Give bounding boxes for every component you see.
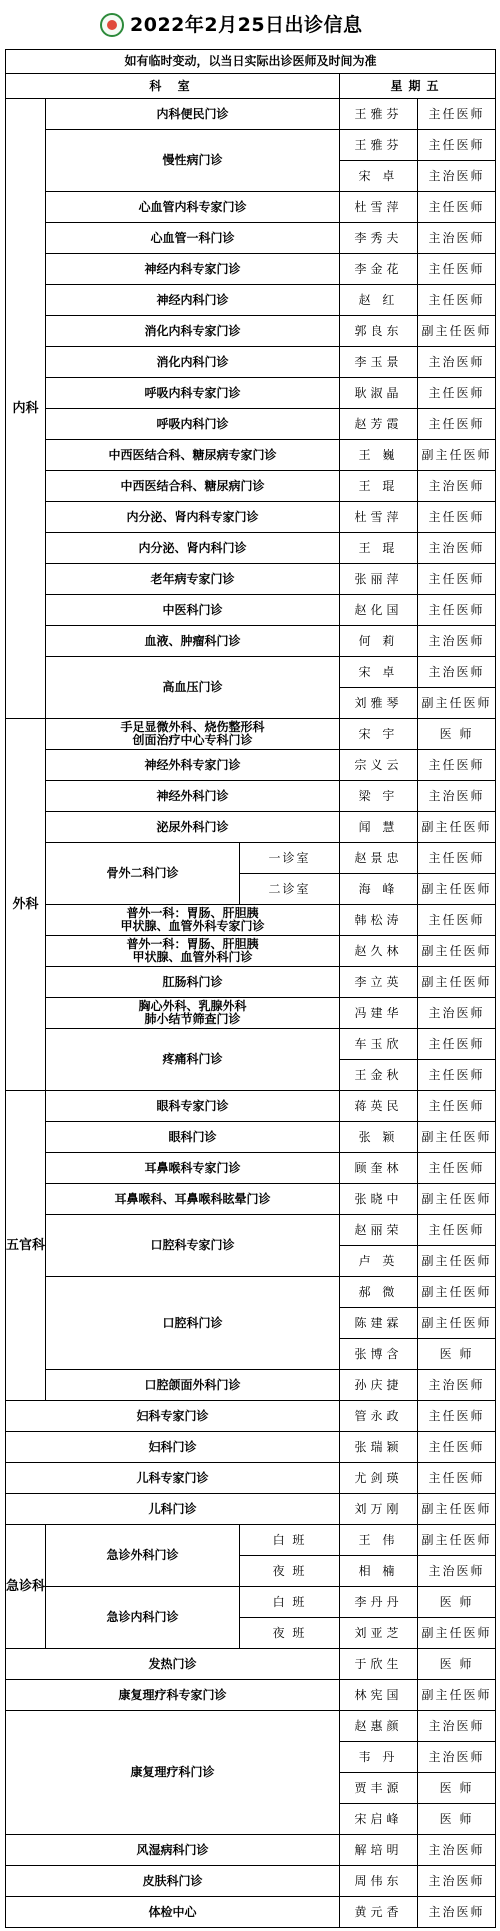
doctor-title-cell: 副主任医师 xyxy=(418,967,496,998)
department-cell: 体检中心 xyxy=(6,1897,340,1928)
table-row xyxy=(6,564,496,595)
table-row xyxy=(6,347,496,378)
doctor-name-cell: 李丹丹 xyxy=(340,1587,418,1618)
table-row xyxy=(6,1711,496,1742)
table-row xyxy=(6,750,496,781)
department-cell: 心血管内科专家门诊 xyxy=(46,192,340,223)
doctor-name-cell: 韦 丹 xyxy=(340,1742,418,1773)
table-row xyxy=(6,812,496,843)
department-cell: 神经外科门诊 xyxy=(46,781,340,812)
department-cell: 眼科专家门诊 xyxy=(46,1091,340,1122)
doctor-title-cell: 副主任医师 xyxy=(418,1618,496,1649)
department-cell: 耳鼻喉科、耳鼻喉科眩晕门诊 xyxy=(46,1184,340,1215)
doctor-title-cell: 主治医师 xyxy=(418,657,496,688)
doctor-name-cell: 张博含 xyxy=(340,1339,418,1370)
category-cell: 急诊科 xyxy=(6,1525,46,1649)
doctor-name-cell: 宋 卓 xyxy=(340,657,418,688)
table-row xyxy=(6,1866,496,1897)
doctor-name-cell: 蒋英民 xyxy=(340,1091,418,1122)
doctor-name-cell: 卢 英 xyxy=(340,1246,418,1277)
doctor-title-cell: 副主任医师 xyxy=(418,874,496,905)
doctor-title-cell: 主任医师 xyxy=(418,192,496,223)
table-row xyxy=(6,1525,496,1556)
doctor-name-cell: 张晓中 xyxy=(340,1184,418,1215)
session-cell: 一诊室 xyxy=(240,843,340,874)
doctor-title-cell: 医 师 xyxy=(418,1587,496,1618)
doctor-title-cell: 主治医师 xyxy=(418,1866,496,1897)
department-cell: 中西医结合科、糖尿病门诊 xyxy=(46,471,340,502)
doctor-title-cell: 主任医师 xyxy=(418,285,496,316)
doctor-title-cell: 副主任医师 xyxy=(418,1494,496,1525)
doctor-title-cell: 副主任医师 xyxy=(418,440,496,471)
doctor-title-cell: 副主任医师 xyxy=(418,1525,496,1556)
table-row xyxy=(6,192,496,223)
doctor-title-cell: 主治医师 xyxy=(418,1370,496,1401)
doctor-title-cell: 主任医师 xyxy=(418,595,496,626)
doctor-name-cell: 耿淑晶 xyxy=(340,378,418,409)
doctor-title-cell: 主治医师 xyxy=(418,347,496,378)
table-row xyxy=(6,626,496,657)
table-row xyxy=(6,378,496,409)
table-row xyxy=(6,1122,496,1153)
department-cell: 急诊内科门诊 xyxy=(46,1587,240,1649)
department-cell: 儿科专家门诊 xyxy=(6,1463,340,1494)
schedule-table xyxy=(5,49,496,1928)
doctor-name-cell: 赵化国 xyxy=(340,595,418,626)
table-row xyxy=(6,1184,496,1215)
doctor-title-cell: 主治医师 xyxy=(418,781,496,812)
department-cell: 口腔颌面外科门诊 xyxy=(46,1370,340,1401)
doctor-name-cell: 刘雅琴 xyxy=(340,688,418,719)
department-cell: 急诊外科门诊 xyxy=(46,1525,240,1587)
doctor-name-cell: 韩松涛 xyxy=(340,905,418,936)
doctor-name-cell: 闻 慧 xyxy=(340,812,418,843)
department-cell: 内科便民门诊 xyxy=(46,99,340,130)
session-cell: 夜 班 xyxy=(240,1556,340,1587)
doctor-name-cell: 赵丽荣 xyxy=(340,1215,418,1246)
department-cell: 泌尿外科门诊 xyxy=(46,812,340,843)
doctor-name-cell: 宗义云 xyxy=(340,750,418,781)
doctor-name-cell: 李秀夫 xyxy=(340,223,418,254)
hospital-logo-icon xyxy=(100,13,124,37)
doctor-title-cell: 医 师 xyxy=(418,1773,496,1804)
table-row xyxy=(6,254,496,285)
table-row xyxy=(6,998,496,1029)
doctor-name-cell: 郝 微 xyxy=(340,1277,418,1308)
department-cell: 眼科门诊 xyxy=(46,1122,340,1153)
department-cell: 妇科专家门诊 xyxy=(6,1401,340,1432)
doctor-name-cell: 何 莉 xyxy=(340,626,418,657)
doctor-title-cell: 主治医师 xyxy=(418,1556,496,1587)
doctor-name-cell: 赵 红 xyxy=(340,285,418,316)
doctor-title-cell: 主治医师 xyxy=(418,1742,496,1773)
doctor-name-cell: 顾奎林 xyxy=(340,1153,418,1184)
doctor-name-cell: 赵芳霞 xyxy=(340,409,418,440)
department-cell: 内分泌、肾内科专家门诊 xyxy=(46,502,340,533)
department-cell: 发热门诊 xyxy=(6,1649,340,1680)
department-cell: 神经内科门诊 xyxy=(46,285,340,316)
doctor-name-cell: 宋 卓 xyxy=(340,161,418,192)
category-cell: 外科 xyxy=(6,719,46,1091)
department-cell: 神经外科专家门诊 xyxy=(46,750,340,781)
doctor-title-cell: 医 师 xyxy=(418,1339,496,1370)
session-cell: 白 班 xyxy=(240,1525,340,1556)
category-cell: 五官科 xyxy=(6,1091,46,1401)
table-row xyxy=(6,1680,496,1711)
doctor-title-cell: 主任医师 xyxy=(418,1153,496,1184)
table-row xyxy=(6,967,496,998)
doctor-name-cell: 相 楠 xyxy=(340,1556,418,1587)
table-row xyxy=(6,1897,496,1928)
table-row xyxy=(6,316,496,347)
notice-text: 如有临时变动，以当日实际出诊医师及时间为准 xyxy=(6,50,496,74)
doctor-title-cell: 医 师 xyxy=(418,719,496,750)
table-row xyxy=(6,1153,496,1184)
table-row xyxy=(6,1587,496,1618)
table-row xyxy=(6,1649,496,1680)
department-cell: 神经内科专家门诊 xyxy=(46,254,340,285)
doctor-title-cell: 主任医师 xyxy=(418,750,496,781)
doctor-title-cell: 主任医师 xyxy=(418,130,496,161)
doctor-title-cell: 主治医师 xyxy=(418,161,496,192)
department-cell: 胸心外科、乳腺外科 肺小结节筛查门诊 xyxy=(46,998,340,1029)
department-cell: 呼吸内科门诊 xyxy=(46,409,340,440)
doctor-name-cell: 解培明 xyxy=(340,1835,418,1866)
session-cell: 夜 班 xyxy=(240,1618,340,1649)
department-cell: 心血管一科门诊 xyxy=(46,223,340,254)
table-row xyxy=(6,502,496,533)
doctor-name-cell: 刘亚芝 xyxy=(340,1618,418,1649)
department-cell: 妇科门诊 xyxy=(6,1432,340,1463)
doctor-title-cell: 主任医师 xyxy=(418,1060,496,1091)
department-cell: 慢性病门诊 xyxy=(46,130,340,192)
department-cell: 疼痛科门诊 xyxy=(46,1029,340,1091)
doctor-name-cell: 黄元香 xyxy=(340,1897,418,1928)
doctor-title-cell: 主治医师 xyxy=(418,998,496,1029)
doctor-name-cell: 王雅芬 xyxy=(340,130,418,161)
doctor-name-cell: 孙庆捷 xyxy=(340,1370,418,1401)
doctor-name-cell: 王 琨 xyxy=(340,471,418,502)
doctor-name-cell: 郭良东 xyxy=(340,316,418,347)
department-cell: 内分泌、肾内科门诊 xyxy=(46,533,340,564)
table-row xyxy=(6,1463,496,1494)
header-row xyxy=(6,74,496,99)
doctor-title-cell: 主任医师 xyxy=(418,502,496,533)
doctor-title-cell: 主任医师 xyxy=(418,254,496,285)
doctor-name-cell: 张瑞颖 xyxy=(340,1432,418,1463)
doctor-name-cell: 刘万刚 xyxy=(340,1494,418,1525)
table-row xyxy=(6,1215,496,1246)
department-cell: 口腔科专家门诊 xyxy=(46,1215,340,1277)
doctor-name-cell: 李金花 xyxy=(340,254,418,285)
doctor-title-cell: 副主任医师 xyxy=(418,1308,496,1339)
doctor-name-cell: 杜雪萍 xyxy=(340,502,418,533)
doctor-title-cell: 主治医师 xyxy=(418,1897,496,1928)
department-cell: 消化内科专家门诊 xyxy=(46,316,340,347)
table-row xyxy=(6,409,496,440)
doctor-title-cell: 主任医师 xyxy=(418,1029,496,1060)
schedule-body xyxy=(6,50,496,1928)
department-cell: 口腔科门诊 xyxy=(46,1277,340,1370)
table-row xyxy=(6,471,496,502)
department-cell: 皮肤科门诊 xyxy=(6,1866,340,1897)
doctor-title-cell: 副主任医师 xyxy=(418,1277,496,1308)
doctor-name-cell: 李玉景 xyxy=(340,347,418,378)
doctor-name-cell: 尤剑瑛 xyxy=(340,1463,418,1494)
doctor-title-cell: 主任医师 xyxy=(418,1463,496,1494)
department-cell: 康复理疗科门诊 xyxy=(6,1711,340,1835)
doctor-title-cell: 副主任医师 xyxy=(418,1680,496,1711)
doctor-title-cell: 副主任医师 xyxy=(418,812,496,843)
table-row xyxy=(6,1370,496,1401)
table-row xyxy=(6,1277,496,1308)
doctor-title-cell: 主治医师 xyxy=(418,1711,496,1742)
table-row xyxy=(6,99,496,130)
doctor-title-cell: 主任医师 xyxy=(418,843,496,874)
doctor-title-cell: 副主任医师 xyxy=(418,1122,496,1153)
department-cell: 中医科门诊 xyxy=(46,595,340,626)
department-cell: 儿科门诊 xyxy=(6,1494,340,1525)
doctor-name-cell: 王雅芬 xyxy=(340,99,418,130)
department-cell: 康复理疗科专家门诊 xyxy=(6,1680,340,1711)
header xyxy=(0,0,500,50)
table-row xyxy=(6,533,496,564)
department-cell: 耳鼻喉科专家门诊 xyxy=(46,1153,340,1184)
doctor-title-cell: 主治医师 xyxy=(418,471,496,502)
department-cell: 呼吸内科专家门诊 xyxy=(46,378,340,409)
doctor-name-cell: 陈建霖 xyxy=(340,1308,418,1339)
doctor-name-cell: 梁 宇 xyxy=(340,781,418,812)
department-cell: 血液、肿瘤科门诊 xyxy=(46,626,340,657)
doctor-name-cell: 海 峰 xyxy=(340,874,418,905)
doctor-name-cell: 王 伟 xyxy=(340,1525,418,1556)
doctor-title-cell: 主任医师 xyxy=(418,564,496,595)
doctor-name-cell: 杜雪萍 xyxy=(340,192,418,223)
doctor-title-cell: 主任医师 xyxy=(418,1215,496,1246)
doctor-title-cell: 主治医师 xyxy=(418,1835,496,1866)
doctor-name-cell: 李立英 xyxy=(340,967,418,998)
doctor-title-cell: 主任医师 xyxy=(418,99,496,130)
doctor-title-cell: 主任医师 xyxy=(418,378,496,409)
doctor-title-cell: 主治医师 xyxy=(418,223,496,254)
table-row xyxy=(6,440,496,471)
doctor-title-cell: 副主任医师 xyxy=(418,688,496,719)
table-row xyxy=(6,1835,496,1866)
department-cell: 普外一科：胃肠、肝胆胰 甲状腺、血管外科专家门诊 xyxy=(46,905,340,936)
doctor-title-cell: 主任医师 xyxy=(418,1432,496,1463)
doctor-name-cell: 赵惠颜 xyxy=(340,1711,418,1742)
table-row xyxy=(6,223,496,254)
header-day: 星期五 xyxy=(340,74,496,99)
doctor-name-cell: 周伟东 xyxy=(340,1866,418,1897)
doctor-name-cell: 宋 宇 xyxy=(340,719,418,750)
table-row xyxy=(6,657,496,688)
doctor-name-cell: 车玉欣 xyxy=(340,1029,418,1060)
table-row xyxy=(6,781,496,812)
department-cell: 老年病专家门诊 xyxy=(46,564,340,595)
doctor-name-cell: 王 琨 xyxy=(340,533,418,564)
doctor-name-cell: 王 巍 xyxy=(340,440,418,471)
doctor-name-cell: 贾丰源 xyxy=(340,1773,418,1804)
doctor-name-cell: 于欣生 xyxy=(340,1649,418,1680)
table-row xyxy=(6,285,496,316)
department-cell: 肛肠科门诊 xyxy=(46,967,340,998)
department-cell: 手足显微外科、烧伤整形科 创面治疗中心专科门诊 xyxy=(46,719,340,750)
department-cell: 普外一科：胃肠、肝胆胰 甲状腺、血管外科门诊 xyxy=(46,936,340,967)
doctor-name-cell: 赵久林 xyxy=(340,936,418,967)
doctor-name-cell: 张丽萍 xyxy=(340,564,418,595)
table-row xyxy=(6,1029,496,1060)
session-cell: 白 班 xyxy=(240,1587,340,1618)
header-dept: 科 室 xyxy=(6,74,340,99)
page-title: 2022年2月25日出诊信息 xyxy=(130,14,363,36)
table-row xyxy=(6,936,496,967)
doctor-title-cell: 副主任医师 xyxy=(418,316,496,347)
department-cell: 风湿病科门诊 xyxy=(6,1835,340,1866)
doctor-name-cell: 赵景忠 xyxy=(340,843,418,874)
doctor-title-cell: 主任医师 xyxy=(418,1401,496,1432)
category-cell: 内科 xyxy=(6,99,46,719)
doctor-title-cell: 主任医师 xyxy=(418,409,496,440)
table-row xyxy=(6,1432,496,1463)
doctor-title-cell: 副主任医师 xyxy=(418,936,496,967)
doctor-title-cell: 医 师 xyxy=(418,1649,496,1680)
doctor-title-cell: 副主任医师 xyxy=(418,1184,496,1215)
table-row xyxy=(6,1401,496,1432)
doctor-title-cell: 主治医师 xyxy=(418,533,496,564)
doctor-title-cell: 副主任医师 xyxy=(418,1246,496,1277)
department-cell: 高血压门诊 xyxy=(46,657,340,719)
doctor-name-cell: 张 颖 xyxy=(340,1122,418,1153)
table-row xyxy=(6,595,496,626)
table-row xyxy=(6,843,496,874)
department-cell: 消化内科门诊 xyxy=(46,347,340,378)
doctor-name-cell: 冯建华 xyxy=(340,998,418,1029)
table-row xyxy=(6,1494,496,1525)
table-row xyxy=(6,1091,496,1122)
session-cell: 二诊室 xyxy=(240,874,340,905)
doctor-name-cell: 管永政 xyxy=(340,1401,418,1432)
department-cell: 中西医结合科、糖尿病专家门诊 xyxy=(46,440,340,471)
doctor-name-cell: 宋启峰 xyxy=(340,1804,418,1835)
doctor-title-cell: 主治医师 xyxy=(418,626,496,657)
table-row xyxy=(6,130,496,161)
doctor-title-cell: 主任医师 xyxy=(418,905,496,936)
doctor-name-cell: 王金秋 xyxy=(340,1060,418,1091)
doctor-name-cell: 林宪国 xyxy=(340,1680,418,1711)
doctor-title-cell: 主任医师 xyxy=(418,1091,496,1122)
table-row xyxy=(6,719,496,750)
department-cell: 骨外二科门诊 xyxy=(46,843,240,905)
doctor-title-cell: 医 师 xyxy=(418,1804,496,1835)
table-row xyxy=(6,905,496,936)
